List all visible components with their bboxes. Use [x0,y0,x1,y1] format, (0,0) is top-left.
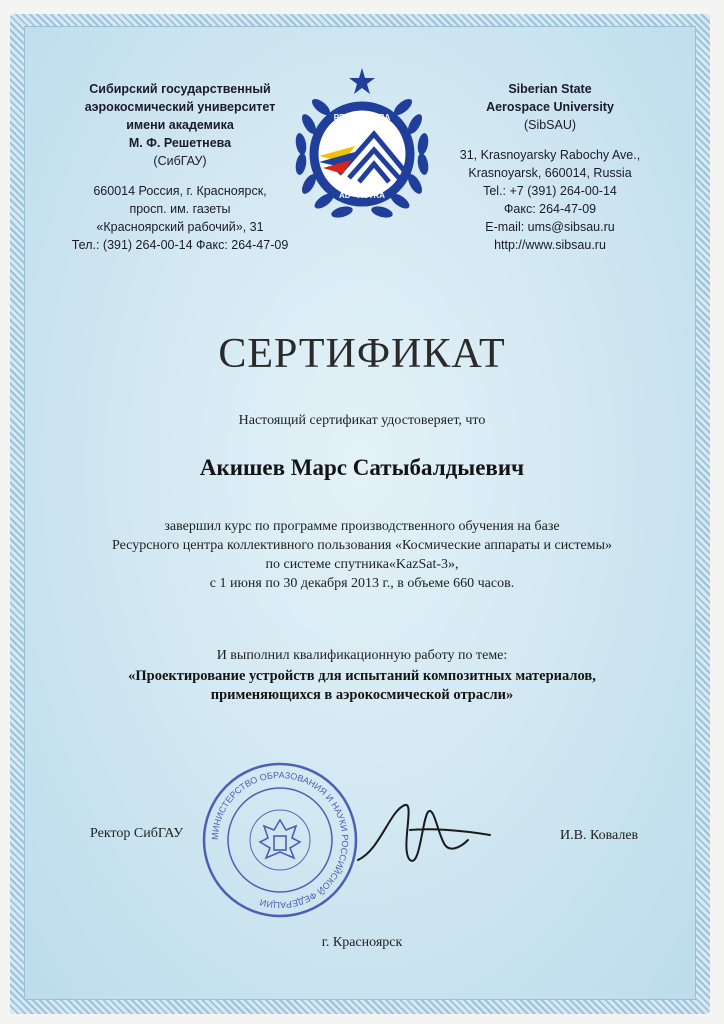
course-line-4: с 1 июня по 30 декабря 2013 г., в объеме 660 часов. [209,576,515,591]
signer-name: И.В. Ковалев [560,828,639,843]
fax-en: Факс: 264-47-09 [503,202,597,216]
work-topic-line-1: «Проектирование устройств для испытаний композитных материалов, [128,668,596,684]
website-en: http://www.sibsau.ru [494,238,606,252]
address-ru-2: просп. им. газеты [129,202,231,216]
eagle-emblem-icon [260,820,300,858]
star-icon [349,68,375,94]
city-name: г. Красноярск [321,935,403,950]
recipient-name: Акишев Марс Сатыбалдыевич [199,455,525,480]
university-name-ru-2: аэрокосмический университет [84,100,276,114]
work-topic [60,667,664,705]
course-line-1: завершил курс по программе производственного обучения на базе [164,519,560,534]
official-stamp [200,760,360,920]
address-ru-1: 660014 Россия, г. Красноярск, [93,184,267,198]
address-ru-3: «Красноярский рабочий», 31 [96,220,264,234]
university-name-en-1: Siberian State [508,82,592,96]
phone-en: Tel.: +7 (391) 264-00-14 [483,184,617,198]
certifies-text: Настоящий сертификат удостоверяет, что [238,413,486,428]
university-name-ru-3: имени академика [126,118,234,132]
phone-fax-ru: Тел.: (391) 264-00-14 Факс: 264-47-09 [71,238,289,252]
stamp-ring-text: МИНИСТЕРСТВО ОБРАЗОВАНИЯ И НАУКИ РОССИЙСКОЙ ФЕДЕРАЦИИ [209,769,351,911]
course-description [60,517,664,593]
university-name-ru-1: Сибирский государственный [89,82,271,96]
course-line-3: по системе спутника«KazSat-3», [265,557,459,572]
header-left-russian [40,80,320,254]
work-intro: И выполнил квалификационную работу по теме: [216,648,508,663]
logo-motto-top: PER · ASPERA [333,113,391,122]
handwritten-signature [350,790,500,880]
university-name-ru-4: М. Ф. Решетнева [128,136,232,150]
rector-label: Ректор СибГАУ [90,826,184,841]
header-right-english [422,80,678,254]
email-en: E-mail: ums@sibsau.ru [485,220,615,234]
svg-text:МИНИСТЕРСТВО ОБРАЗОВАНИЯ И НАУ [210,770,350,910]
university-logo [279,64,445,230]
address-en-2: Krasnoyarsk, 660014, Russia [468,166,632,180]
logo-motto-bottom: AD · ASTRA [339,191,385,200]
course-line-2: Ресурсного центра коллективного пользования «Космические аппараты и системы» [112,538,612,553]
university-name-en-2: Aerospace University [486,100,614,114]
certificate-title: СЕРТИФИКАТ [218,331,506,377]
address-en-1: 31, Krasnoyarsky Rabochy Ave., [459,148,641,162]
university-abbr-ru: (СибГАУ) [153,154,207,168]
university-abbr-en: (SibSAU) [523,118,577,132]
work-topic-line-2: применяющихся в аэрокосмической отрасли» [210,687,514,703]
